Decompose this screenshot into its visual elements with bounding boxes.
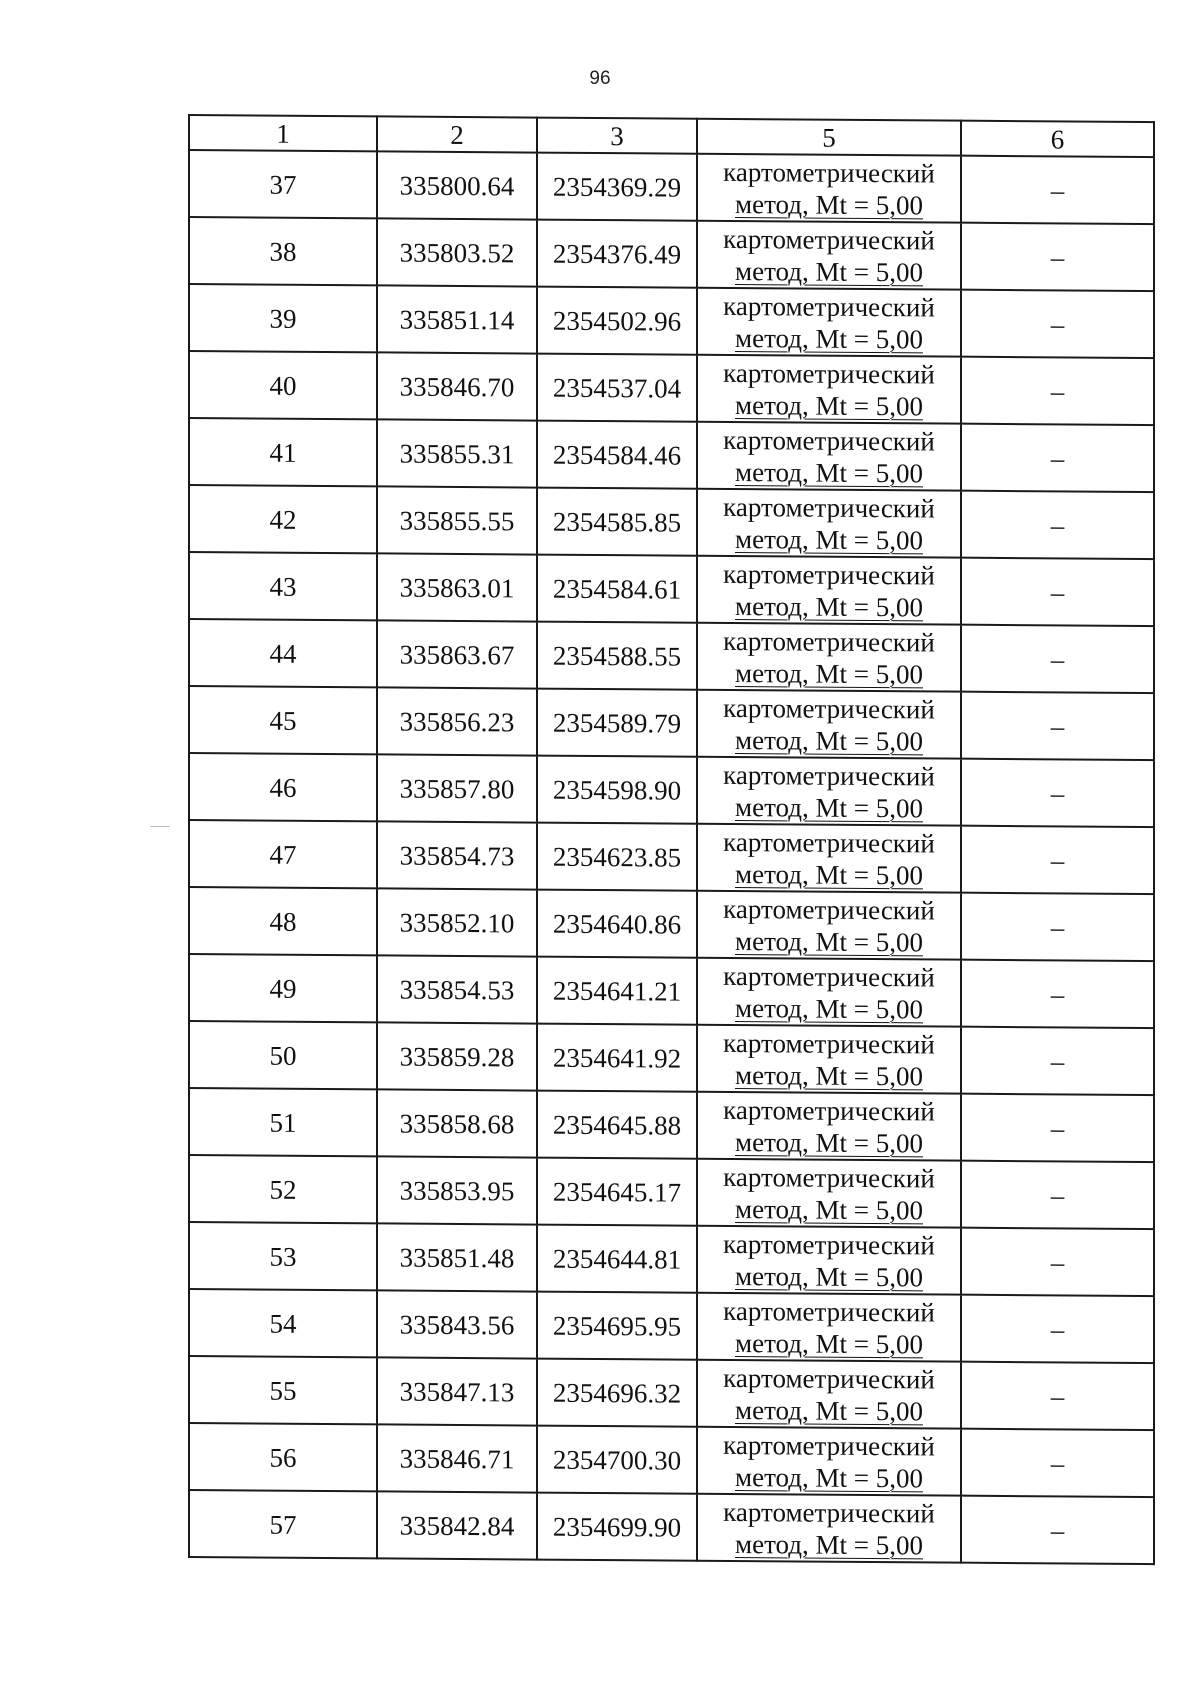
method-line-2: метод, Mt = 5,00 — [735, 523, 923, 555]
x-coordinate-cell: 335863.01 — [377, 553, 537, 621]
point-number-cell: 57 — [189, 1490, 377, 1558]
point-number-cell: 56 — [189, 1423, 377, 1491]
description-cell: – — [961, 960, 1154, 1028]
x-coordinate-cell: 335858.68 — [377, 1089, 537, 1157]
method-line-2: метод, Mt = 5,00 — [735, 456, 923, 488]
page-number: 96 — [589, 68, 611, 89]
x-coordinate-cell: 335851.48 — [377, 1223, 537, 1291]
method-line-2: метод, Mt = 5,00 — [735, 1126, 923, 1158]
method-line-2: метод, Mt = 5,00 — [735, 1260, 923, 1292]
table-body — [189, 150, 1154, 1564]
method-cell — [697, 757, 961, 826]
description-cell: – — [961, 1161, 1154, 1229]
method-line-1: картометрический — [723, 1161, 935, 1193]
method-line-2: метод, Mt = 5,00 — [735, 322, 923, 354]
y-coordinate-cell: 2354598.90 — [537, 756, 697, 824]
x-coordinate-cell: 335842.84 — [377, 1491, 537, 1559]
point-number-cell: 45 — [189, 686, 377, 754]
method-line-1: картометрический — [723, 1094, 935, 1126]
description-cell: – — [961, 893, 1154, 961]
method-cell — [697, 824, 961, 893]
x-coordinate-cell: 335843.56 — [377, 1290, 537, 1358]
table-row — [189, 1088, 1154, 1162]
y-coordinate-cell: 2354696.32 — [537, 1359, 697, 1427]
method-cell — [697, 556, 961, 625]
y-coordinate-cell: 2354700.30 — [537, 1426, 697, 1494]
description-cell: – — [961, 1027, 1154, 1095]
table-row — [189, 1155, 1154, 1229]
y-coordinate-cell: 2354584.61 — [537, 555, 697, 623]
x-coordinate-cell: 335855.31 — [377, 419, 537, 487]
method-cell — [697, 1293, 961, 1362]
method-cell — [697, 1226, 961, 1295]
method-cell — [697, 422, 961, 491]
y-coordinate-cell: 2354640.86 — [537, 890, 697, 958]
method-cell — [697, 1427, 961, 1496]
point-number-cell: 44 — [189, 619, 377, 687]
x-coordinate-cell: 335851.14 — [377, 285, 537, 353]
column-header: 2 — [377, 116, 537, 152]
scan-artifact — [150, 826, 170, 827]
method-cell — [697, 1360, 961, 1429]
method-line-1: картометрический — [723, 558, 935, 590]
x-coordinate-cell: 335852.10 — [377, 888, 537, 956]
point-number-cell: 48 — [189, 887, 377, 955]
point-number-cell: 42 — [189, 485, 377, 553]
table-row — [189, 217, 1154, 291]
method-cell — [697, 489, 961, 558]
x-coordinate-cell: 335847.13 — [377, 1357, 537, 1425]
column-header: 6 — [961, 121, 1154, 157]
method-line-1: картометрический — [723, 625, 935, 657]
y-coordinate-cell: 2354641.92 — [537, 1024, 697, 1092]
table-row — [189, 485, 1154, 559]
point-number-cell: 38 — [189, 217, 377, 285]
x-coordinate-cell: 335857.80 — [377, 754, 537, 822]
method-line-2: метод, Mt = 5,00 — [735, 925, 923, 957]
method-line-2: метод, Mt = 5,00 — [735, 255, 923, 287]
table-row — [189, 619, 1154, 693]
y-coordinate-cell: 2354589.79 — [537, 689, 697, 757]
point-number-cell: 52 — [189, 1155, 377, 1223]
y-coordinate-cell: 2354537.04 — [537, 354, 697, 422]
column-header: 5 — [697, 119, 961, 156]
description-cell: – — [961, 424, 1154, 492]
y-coordinate-cell: 2354645.17 — [537, 1158, 697, 1226]
description-cell: – — [961, 759, 1154, 827]
method-line-1: картометрический — [723, 759, 935, 791]
method-line-2: метод, Mt = 5,00 — [735, 791, 923, 823]
point-number-cell: 40 — [189, 351, 377, 419]
table-row — [189, 954, 1154, 1028]
description-cell: – — [961, 223, 1154, 291]
table-row — [189, 1490, 1154, 1564]
table-row — [189, 284, 1154, 358]
description-cell: – — [961, 1228, 1154, 1296]
description-cell: – — [961, 1362, 1154, 1430]
method-line-1: картометрический — [723, 491, 935, 523]
method-line-2: метод, Mt = 5,00 — [735, 1461, 923, 1493]
table-row — [189, 1021, 1154, 1095]
method-line-1: картометрический — [723, 1295, 935, 1327]
point-number-cell: 51 — [189, 1088, 377, 1156]
description-cell: – — [961, 491, 1154, 559]
table-row — [189, 887, 1154, 961]
point-number-cell: 50 — [189, 1021, 377, 1089]
point-number-cell: 39 — [189, 284, 377, 352]
y-coordinate-cell: 2354502.96 — [537, 287, 697, 355]
method-line-1: картометрический — [723, 156, 935, 188]
method-line-2: метод, Mt = 5,00 — [735, 188, 923, 220]
method-line-2: метод, Mt = 5,00 — [735, 1394, 923, 1426]
y-coordinate-cell: 2354644.81 — [537, 1225, 697, 1293]
y-coordinate-cell: 2354695.95 — [537, 1292, 697, 1360]
description-cell: – — [961, 558, 1154, 626]
x-coordinate-cell: 335854.73 — [377, 821, 537, 889]
table-row — [189, 1289, 1154, 1363]
table-row — [189, 753, 1154, 827]
table-row — [189, 1356, 1154, 1430]
method-line-1: картометрический — [723, 357, 935, 389]
method-line-1: картометрический — [723, 1496, 935, 1528]
table-row — [189, 1222, 1154, 1296]
method-line-2: метод, Mt = 5,00 — [735, 1327, 923, 1359]
y-coordinate-cell: 2354641.21 — [537, 957, 697, 1025]
x-coordinate-cell: 335846.70 — [377, 352, 537, 420]
table-row — [189, 820, 1154, 894]
point-number-cell: 47 — [189, 820, 377, 888]
y-coordinate-cell: 2354584.46 — [537, 421, 697, 489]
method-line-2: метод, Mt = 5,00 — [735, 389, 923, 421]
method-line-1: картометрический — [723, 424, 935, 456]
method-line-1: картометрический — [723, 893, 935, 925]
x-coordinate-cell: 335859.28 — [377, 1022, 537, 1090]
description-cell: – — [961, 625, 1154, 693]
point-number-cell: 49 — [189, 954, 377, 1022]
point-number-cell: 43 — [189, 552, 377, 620]
method-line-1: картометрический — [723, 1228, 935, 1260]
point-number-cell: 41 — [189, 418, 377, 486]
x-coordinate-cell: 335854.53 — [377, 955, 537, 1023]
method-line-1: картометрический — [723, 1362, 935, 1394]
method-cell — [697, 623, 961, 692]
point-number-cell: 53 — [189, 1222, 377, 1290]
method-line-2: метод, Mt = 5,00 — [735, 724, 923, 756]
description-cell: – — [961, 357, 1154, 425]
x-coordinate-cell: 335863.67 — [377, 620, 537, 688]
method-cell — [697, 891, 961, 960]
method-cell — [697, 1494, 961, 1563]
method-cell — [697, 221, 961, 290]
table-row — [189, 418, 1154, 492]
coordinates-table — [188, 114, 1155, 1565]
table-row — [189, 150, 1154, 224]
method-cell — [697, 288, 961, 357]
x-coordinate-cell: 335800.64 — [377, 151, 537, 219]
method-cell — [697, 355, 961, 424]
description-cell: – — [961, 156, 1154, 224]
table-row — [189, 1423, 1154, 1497]
method-line-1: картометрический — [723, 290, 935, 322]
method-cell — [697, 154, 961, 223]
point-number-cell: 54 — [189, 1289, 377, 1357]
method-line-1: картометрический — [723, 960, 935, 992]
method-line-2: метод, Mt = 5,00 — [735, 1193, 923, 1225]
point-number-cell: 37 — [189, 150, 377, 218]
y-coordinate-cell: 2354585.85 — [537, 488, 697, 556]
method-line-2: метод, Mt = 5,00 — [735, 992, 923, 1024]
method-line-1: картометрический — [723, 1429, 935, 1461]
method-line-2: метод, Mt = 5,00 — [735, 657, 923, 689]
column-header: 3 — [537, 118, 697, 154]
description-cell: – — [961, 826, 1154, 894]
method-cell — [697, 958, 961, 1027]
description-cell: – — [961, 290, 1154, 358]
method-line-1: картометрический — [723, 1027, 935, 1059]
y-coordinate-cell: 2354588.55 — [537, 622, 697, 690]
method-line-1: картометрический — [723, 826, 935, 858]
method-cell — [697, 690, 961, 759]
x-coordinate-cell: 335853.95 — [377, 1156, 537, 1224]
x-coordinate-cell: 335803.52 — [377, 218, 537, 286]
table-row — [189, 351, 1154, 425]
x-coordinate-cell: 335856.23 — [377, 687, 537, 755]
description-cell: – — [961, 1429, 1154, 1497]
method-line-2: метод, Mt = 5,00 — [735, 1059, 923, 1091]
point-number-cell: 55 — [189, 1356, 377, 1424]
x-coordinate-cell: 335855.55 — [377, 486, 537, 554]
method-line-2: метод, Mt = 5,00 — [735, 858, 923, 890]
method-cell — [697, 1092, 961, 1161]
description-cell: – — [961, 1295, 1154, 1363]
y-coordinate-cell: 2354623.85 — [537, 823, 697, 891]
table-row — [189, 686, 1154, 760]
y-coordinate-cell: 2354376.49 — [537, 220, 697, 288]
method-line-1: картометрический — [723, 223, 935, 255]
method-line-1: картометрический — [723, 692, 935, 724]
description-cell: – — [961, 1094, 1154, 1162]
description-cell: – — [961, 1496, 1154, 1564]
method-cell — [697, 1159, 961, 1228]
description-cell: – — [961, 692, 1154, 760]
y-coordinate-cell: 2354699.90 — [537, 1493, 697, 1561]
method-line-2: метод, Mt = 5,00 — [735, 590, 923, 622]
table-row — [189, 552, 1154, 626]
column-header: 1 — [189, 115, 377, 151]
point-number-cell: 46 — [189, 753, 377, 821]
y-coordinate-cell: 2354369.29 — [537, 153, 697, 221]
method-line-2: метод, Mt = 5,00 — [735, 1528, 923, 1560]
y-coordinate-cell: 2354645.88 — [537, 1091, 697, 1159]
x-coordinate-cell: 335846.71 — [377, 1424, 537, 1492]
method-cell — [697, 1025, 961, 1094]
